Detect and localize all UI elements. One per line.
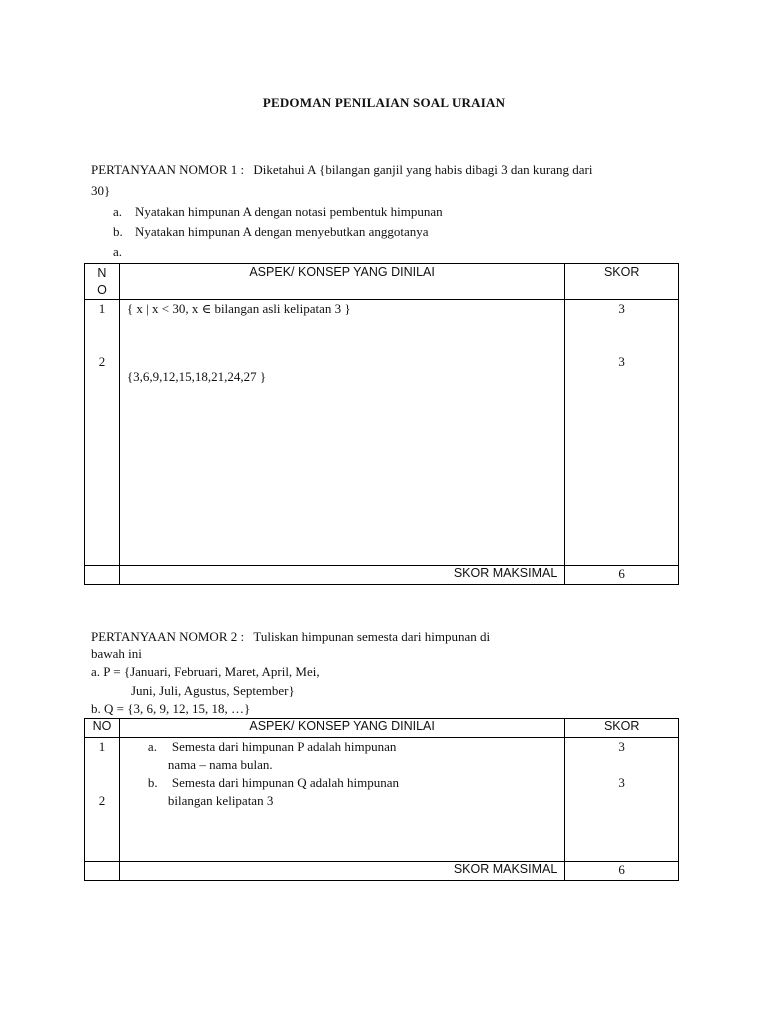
- q1-item-marker: b.: [113, 224, 123, 239]
- row-number: 2: [98, 793, 106, 808]
- row-aspek: { x | x < 30, x ∈ bilangan asli kelipatan 3 }: [126, 301, 351, 316]
- header-aspek: ASPEK/ KONSEP YANG DINILAI: [119, 719, 564, 738]
- table-body-row: [85, 738, 679, 862]
- header-aspek: ASPEK/ KONSEP YANG DINILAI: [119, 264, 564, 300]
- row-skor: 3: [618, 354, 625, 369]
- footer-empty-cell: [85, 566, 120, 585]
- header-no: NO: [85, 719, 120, 738]
- table-footer-row: [85, 566, 679, 585]
- q1-item-text: Nyatakan himpunan A dengan notasi pembentuk himpunan: [135, 204, 443, 219]
- skor-cell: [565, 300, 679, 566]
- no-cell: [85, 300, 120, 566]
- q1-text-line2: 30}: [91, 183, 111, 198]
- row-aspek-line1: Semesta dari himpunan P adalah himpunan: [171, 739, 397, 754]
- q1-text-line1: Diketahui A {bilangan ganjil yang habis dibagi 3 dan kurang dari: [253, 162, 593, 177]
- row-number: 2: [98, 354, 106, 369]
- q1-item-a: [113, 202, 443, 221]
- row-aspek-line1: Semesta dari himpunan Q adalah himpunan: [171, 775, 400, 790]
- aspek-cell: [119, 300, 564, 566]
- header-no: [85, 264, 120, 300]
- page-title: PEDOMAN PENILAIAN SOAL URAIAN: [262, 95, 506, 110]
- footer-value: 6: [565, 862, 679, 881]
- q1-item-c: [113, 242, 122, 261]
- q1-number-label: PERTANYAAN NOMOR 1 :: [91, 162, 245, 177]
- footer-value: 6: [565, 566, 679, 585]
- row-marker: b.: [147, 775, 158, 790]
- q1-item-b: [113, 222, 429, 241]
- aspek-cell: [119, 738, 564, 862]
- q2-text-line1: Tuliskan himpunan semesta dari himpunan di: [253, 629, 491, 644]
- table-header-row: [85, 264, 679, 300]
- footer-empty-cell: [85, 862, 120, 881]
- q2-set-b: b. Q = {3, 6, 9, 12, 15, 18, …}: [91, 701, 251, 716]
- q1-item-marker: a.: [113, 244, 123, 259]
- q1-scoring-table: [84, 263, 679, 585]
- header-skor: SKOR: [565, 264, 679, 300]
- q1-item-marker: a.: [113, 204, 123, 219]
- row-aspek: {3,6,9,12,15,18,21,24,27 }: [126, 369, 267, 384]
- q2-label: [91, 627, 490, 646]
- row-aspek-line2: nama – nama bulan.: [167, 757, 273, 772]
- header-no-line2: O: [97, 283, 107, 297]
- header-no-line1: N: [97, 266, 107, 280]
- skor-cell: [565, 738, 679, 862]
- row-skor: 3: [618, 301, 625, 316]
- row-number: 1: [98, 739, 106, 754]
- q1-label: [91, 160, 592, 179]
- q2-set-a-line2: Juni, Juli, Agustus, September}: [131, 683, 295, 698]
- q1-item-text: Nyatakan himpunan A dengan menyebutkan anggotanya: [135, 224, 429, 239]
- table-header-row: [85, 719, 679, 738]
- q2-scoring-table: [84, 718, 679, 881]
- q2-set-a-line1: a. P = {Januari, Februari, Maret, April, Mei,: [91, 664, 320, 679]
- table-body-row: [85, 300, 679, 566]
- row-marker: a.: [147, 739, 157, 754]
- row-skor: 3: [618, 739, 625, 754]
- footer-label: SKOR MAKSIMAL: [119, 862, 564, 881]
- q2-number-label: PERTANYAAN NOMOR 2 :: [91, 629, 245, 644]
- row-aspek-line2: bilangan kelipatan 3: [167, 793, 274, 808]
- no-cell: [85, 738, 120, 862]
- row-skor: 3: [618, 775, 625, 790]
- footer-label: SKOR MAKSIMAL: [119, 566, 564, 585]
- q2-text-line2: bawah ini: [91, 646, 142, 661]
- header-skor: SKOR: [565, 719, 679, 738]
- table-footer-row: [85, 862, 679, 881]
- row-number: 1: [98, 301, 106, 316]
